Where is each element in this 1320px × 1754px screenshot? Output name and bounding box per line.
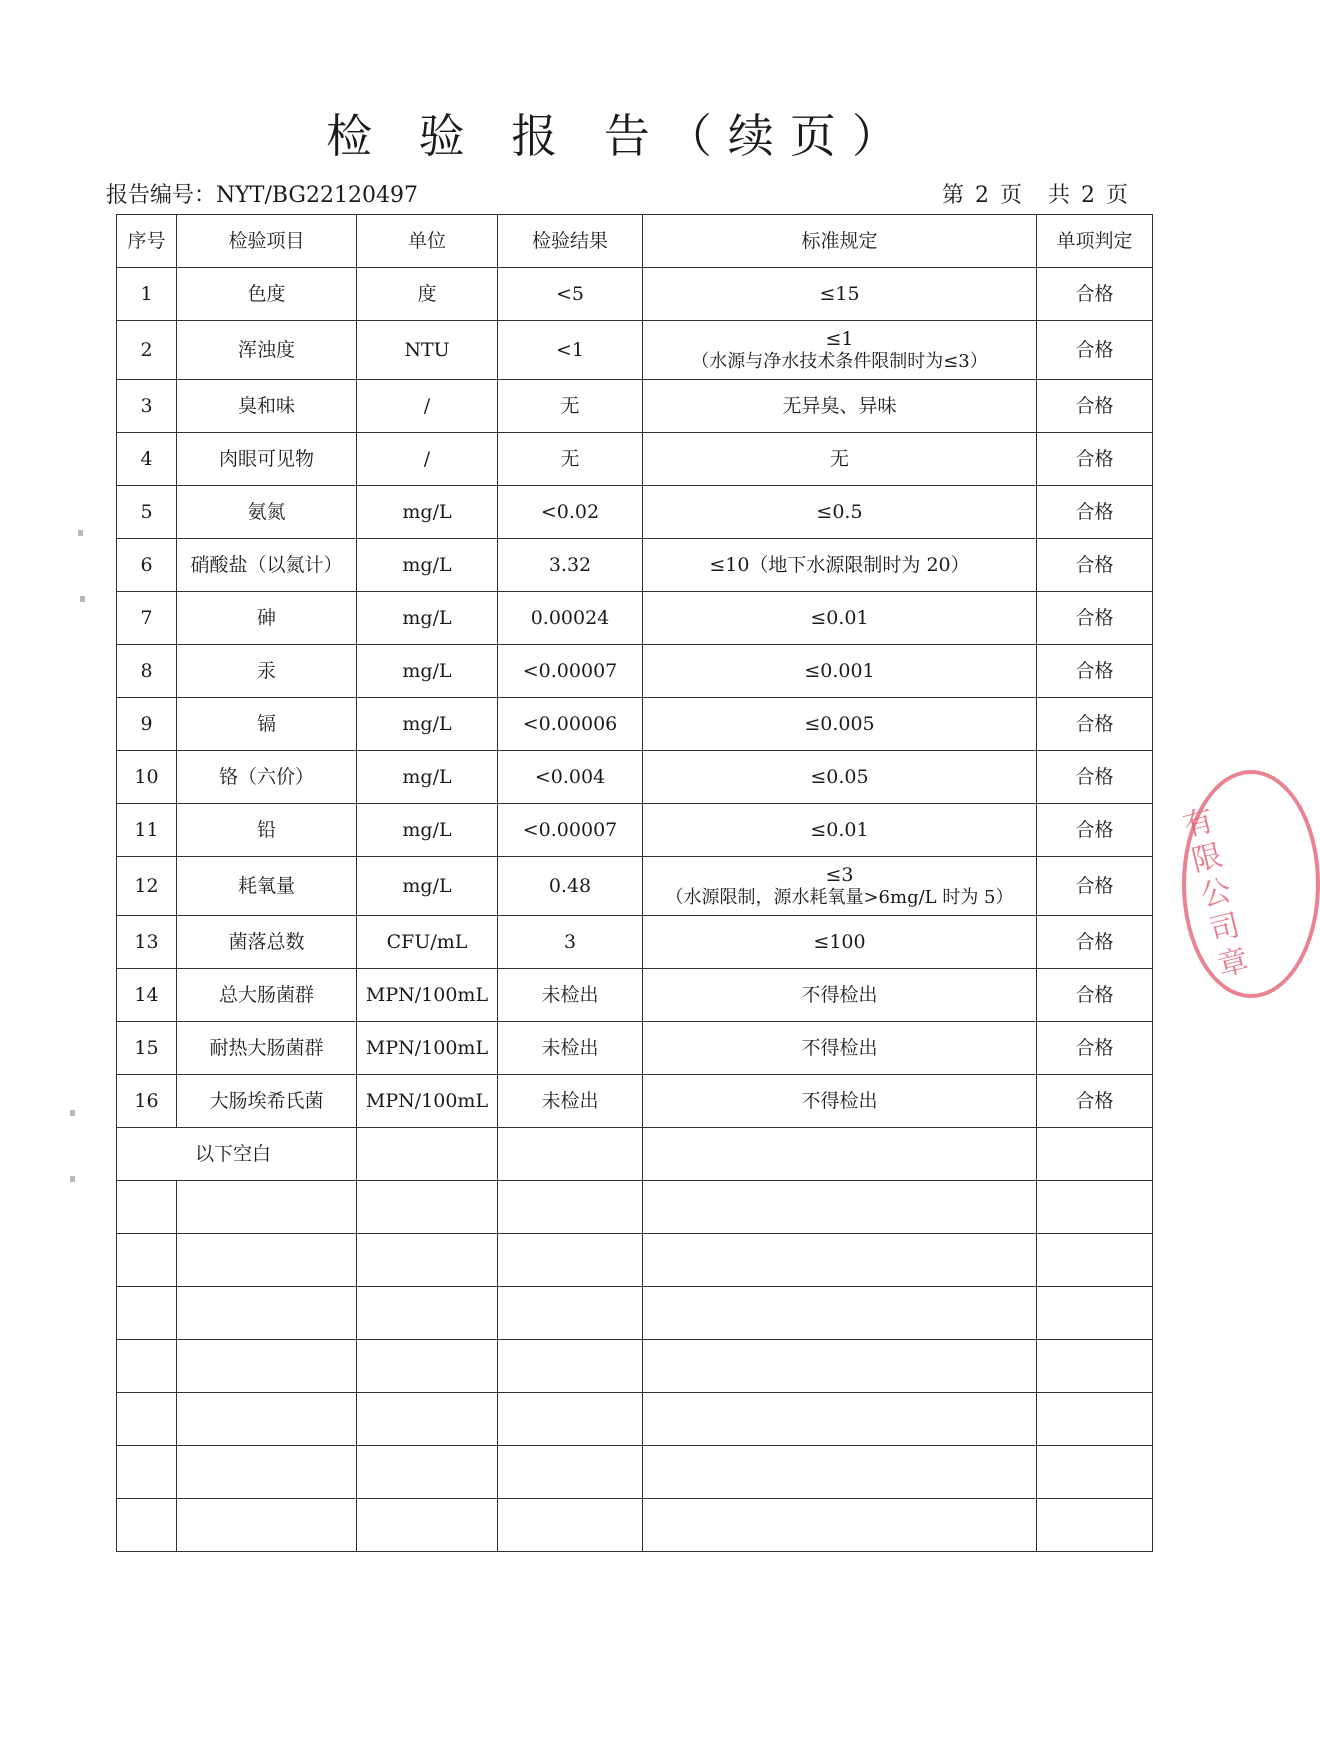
empty-cell — [177, 1287, 357, 1340]
empty-cell — [357, 1181, 498, 1234]
result-cell: <0.02 — [498, 486, 643, 539]
standard-limit: ≤0.01 — [810, 606, 869, 629]
column-header: 标准规定 — [643, 215, 1037, 268]
empty-cell — [117, 1393, 177, 1446]
test-item: 总大肠菌群 — [177, 969, 357, 1022]
test-item: 镉 — [177, 698, 357, 751]
judgement-cell: 合格 — [1037, 592, 1153, 645]
empty-row — [117, 1340, 1153, 1393]
judgement-cell: 合格 — [1037, 1075, 1153, 1128]
unit-cell: / — [357, 380, 498, 433]
judgement-cell: 合格 — [1037, 433, 1153, 486]
company-seal — [1179, 770, 1320, 998]
row-number: 6 — [117, 539, 177, 592]
result-cell: 未检出 — [498, 1075, 643, 1128]
blank-note: 以下空白 — [117, 1128, 357, 1181]
result-cell: 3 — [498, 916, 643, 969]
test-item: 耐热大肠菌群 — [177, 1022, 357, 1075]
empty-cell — [643, 1181, 1037, 1234]
standard-note: （水源限制，源水耗氧量>6mg/L 时为 5） — [665, 886, 1014, 908]
result-cell: 未检出 — [498, 969, 643, 1022]
result-cell: 无 — [498, 380, 643, 433]
empty-row — [117, 1446, 1153, 1499]
empty-cell — [357, 1499, 498, 1552]
unit-cell: MPN/100mL — [357, 1022, 498, 1075]
empty-cell — [498, 1446, 643, 1499]
test-item: 菌落总数 — [177, 916, 357, 969]
empty-cell — [498, 1499, 643, 1552]
table-row — [117, 1022, 1153, 1075]
empty-cell — [117, 1287, 177, 1340]
empty-cell — [498, 1287, 643, 1340]
table-row — [117, 857, 1153, 916]
empty-cell — [357, 1234, 498, 1287]
unit-cell: mg/L — [357, 645, 498, 698]
test-item: 浑浊度 — [177, 321, 357, 380]
empty-cell — [117, 1234, 177, 1287]
empty-cell — [1037, 1499, 1153, 1552]
empty-cell — [643, 1446, 1037, 1499]
empty-cell — [643, 1234, 1037, 1287]
standard-cell — [643, 645, 1037, 698]
empty-cell — [357, 1340, 498, 1393]
test-item: 耗氧量 — [177, 857, 357, 916]
inspection-results-table — [116, 214, 1153, 1552]
column-header: 检验结果 — [498, 215, 643, 268]
test-item: 色度 — [177, 268, 357, 321]
empty-cell — [643, 1499, 1037, 1552]
unit-cell: CFU/mL — [357, 916, 498, 969]
scan-mark — [70, 1176, 75, 1182]
page-number: 第 2 页 共 2 页 — [942, 183, 1130, 208]
column-header: 单项判定 — [1037, 215, 1153, 268]
standard-note: （水源与净水技术条件限制时为≤3） — [691, 350, 988, 372]
unit-cell: mg/L — [357, 857, 498, 916]
report-number: 报告编号：NYT/BG22120497 — [106, 183, 418, 208]
unit-cell: MPN/100mL — [357, 1075, 498, 1128]
test-item: 硝酸盐（以氮计） — [177, 539, 357, 592]
standard-limit: ≤0.005 — [804, 712, 875, 735]
judgement-cell: 合格 — [1037, 1022, 1153, 1075]
test-item: 铅 — [177, 804, 357, 857]
standard-cell — [643, 380, 1037, 433]
table-row — [117, 539, 1153, 592]
result-cell: 0.00024 — [498, 592, 643, 645]
standard-limit: ≤10（地下水源限制时为 20） — [709, 553, 970, 576]
table-row — [117, 645, 1153, 698]
empty-cell — [1037, 1287, 1153, 1340]
standard-cell — [643, 1075, 1037, 1128]
empty-cell — [357, 1446, 498, 1499]
column-header: 单位 — [357, 215, 498, 268]
empty-cell — [498, 1393, 643, 1446]
result-cell: <0.00007 — [498, 645, 643, 698]
unit-cell: mg/L — [357, 698, 498, 751]
empty-cell — [177, 1393, 357, 1446]
scan-mark — [78, 530, 83, 536]
test-item: 氨氮 — [177, 486, 357, 539]
unit-cell: mg/L — [357, 751, 498, 804]
judgement-cell: 合格 — [1037, 969, 1153, 1022]
empty-row — [117, 1181, 1153, 1234]
standard-cell — [643, 486, 1037, 539]
empty-cell — [643, 1393, 1037, 1446]
test-item: 大肠埃希氏菌 — [177, 1075, 357, 1128]
standard-limit: ≤0.05 — [810, 765, 869, 788]
judgement-cell: 合格 — [1037, 804, 1153, 857]
empty-row — [117, 1499, 1153, 1552]
row-number: 10 — [117, 751, 177, 804]
row-number: 2 — [117, 321, 177, 380]
scan-mark — [70, 1110, 75, 1116]
table-row — [117, 751, 1153, 804]
unit-cell: mg/L — [357, 592, 498, 645]
judgement-cell: 合格 — [1037, 751, 1153, 804]
seal-text: 有限公司章 — [1179, 803, 1253, 984]
row-number: 4 — [117, 433, 177, 486]
test-item: 肉眼可见物 — [177, 433, 357, 486]
standard-cell — [643, 857, 1037, 916]
result-cell: <1 — [498, 321, 643, 380]
empty-cell — [177, 1340, 357, 1393]
empty-cell — [498, 1234, 643, 1287]
empty-row — [117, 1393, 1153, 1446]
standard-limit: ≤0.5 — [816, 500, 863, 523]
table-row — [117, 1075, 1153, 1128]
table-row — [117, 969, 1153, 1022]
result-cell: <0.00007 — [498, 804, 643, 857]
standard-cell — [643, 268, 1037, 321]
table-row — [117, 486, 1153, 539]
row-number: 1 — [117, 268, 177, 321]
judgement-cell: 合格 — [1037, 857, 1153, 916]
standard-limit: ≤100 — [813, 930, 866, 953]
standard-cell — [643, 592, 1037, 645]
empty-cell — [1037, 1181, 1153, 1234]
standard-cell — [643, 321, 1037, 380]
result-cell: <0.00006 — [498, 698, 643, 751]
standard-limit: 无异臭、异味 — [782, 394, 897, 417]
empty-cell — [1037, 1446, 1153, 1499]
empty-row — [117, 1234, 1153, 1287]
empty-cell — [177, 1446, 357, 1499]
empty-cell — [1037, 1340, 1153, 1393]
standard-limit: ≤0.001 — [804, 659, 875, 682]
judgement-cell: 合格 — [1037, 321, 1153, 380]
standard-cell — [643, 969, 1037, 1022]
blank-note-row — [117, 1128, 1153, 1181]
judgement-cell: 合格 — [1037, 380, 1153, 433]
table-row — [117, 804, 1153, 857]
test-item: 臭和味 — [177, 380, 357, 433]
result-cell: <5 — [498, 268, 643, 321]
judgement-cell: 合格 — [1037, 268, 1153, 321]
standard-limit: ≤3 — [825, 863, 854, 886]
empty-cell — [1037, 1128, 1153, 1181]
row-number: 15 — [117, 1022, 177, 1075]
standard-limit: ≤0.01 — [810, 818, 869, 841]
standard-cell — [643, 433, 1037, 486]
standard-limit: ≤1 — [825, 327, 854, 350]
row-number: 14 — [117, 969, 177, 1022]
empty-cell — [498, 1181, 643, 1234]
result-cell: 0.48 — [498, 857, 643, 916]
table-row — [117, 592, 1153, 645]
empty-cell — [643, 1340, 1037, 1393]
empty-cell — [177, 1181, 357, 1234]
row-number: 13 — [117, 916, 177, 969]
unit-cell: 度 — [357, 268, 498, 321]
row-number: 12 — [117, 857, 177, 916]
standard-limit: 不得检出 — [801, 1089, 878, 1112]
standard-limit: 不得检出 — [801, 983, 878, 1006]
empty-cell — [117, 1499, 177, 1552]
result-cell: 无 — [498, 433, 643, 486]
row-number: 8 — [117, 645, 177, 698]
row-number: 11 — [117, 804, 177, 857]
empty-row — [117, 1287, 1153, 1340]
judgement-cell: 合格 — [1037, 645, 1153, 698]
unit-cell: NTU — [357, 321, 498, 380]
table-row — [117, 698, 1153, 751]
table-row — [117, 916, 1153, 969]
unit-cell: / — [357, 433, 498, 486]
judgement-cell: 合格 — [1037, 486, 1153, 539]
empty-cell — [498, 1340, 643, 1393]
row-number: 16 — [117, 1075, 177, 1128]
row-number: 7 — [117, 592, 177, 645]
empty-cell — [177, 1234, 357, 1287]
empty-cell — [1037, 1234, 1153, 1287]
scan-mark — [80, 596, 85, 602]
table-row — [117, 380, 1153, 433]
test-item: 铬（六价） — [177, 751, 357, 804]
standard-cell — [643, 539, 1037, 592]
empty-cell — [117, 1181, 177, 1234]
standard-cell — [643, 698, 1037, 751]
page-title: 检 验 报 告（续页） — [326, 109, 914, 163]
judgement-cell: 合格 — [1037, 539, 1153, 592]
unit-cell: mg/L — [357, 486, 498, 539]
unit-cell: mg/L — [357, 804, 498, 857]
empty-cell — [643, 1128, 1037, 1181]
standard-cell — [643, 804, 1037, 857]
row-number: 3 — [117, 380, 177, 433]
judgement-cell: 合格 — [1037, 916, 1153, 969]
empty-cell — [117, 1446, 177, 1499]
row-number: 5 — [117, 486, 177, 539]
empty-cell — [1037, 1393, 1153, 1446]
result-cell: 3.32 — [498, 539, 643, 592]
unit-cell: MPN/100mL — [357, 969, 498, 1022]
standard-limit: ≤15 — [819, 282, 860, 305]
result-cell: 未检出 — [498, 1022, 643, 1075]
standard-limit: 不得检出 — [801, 1036, 878, 1059]
empty-cell — [357, 1287, 498, 1340]
standard-limit: 无 — [829, 447, 849, 470]
table-row — [117, 268, 1153, 321]
empty-cell — [117, 1340, 177, 1393]
unit-cell: mg/L — [357, 539, 498, 592]
table-row — [117, 321, 1153, 380]
column-header: 检验项目 — [177, 215, 357, 268]
result-cell: <0.004 — [498, 751, 643, 804]
standard-cell — [643, 1022, 1037, 1075]
standard-cell — [643, 751, 1037, 804]
empty-cell — [177, 1499, 357, 1552]
test-item: 砷 — [177, 592, 357, 645]
empty-cell — [357, 1128, 498, 1181]
test-item: 汞 — [177, 645, 357, 698]
empty-cell — [643, 1287, 1037, 1340]
column-header: 序号 — [117, 215, 177, 268]
table-row — [117, 433, 1153, 486]
table-header-row — [117, 215, 1153, 268]
judgement-cell: 合格 — [1037, 698, 1153, 751]
standard-cell — [643, 916, 1037, 969]
empty-cell — [498, 1128, 643, 1181]
empty-cell — [357, 1393, 498, 1446]
row-number: 9 — [117, 698, 177, 751]
